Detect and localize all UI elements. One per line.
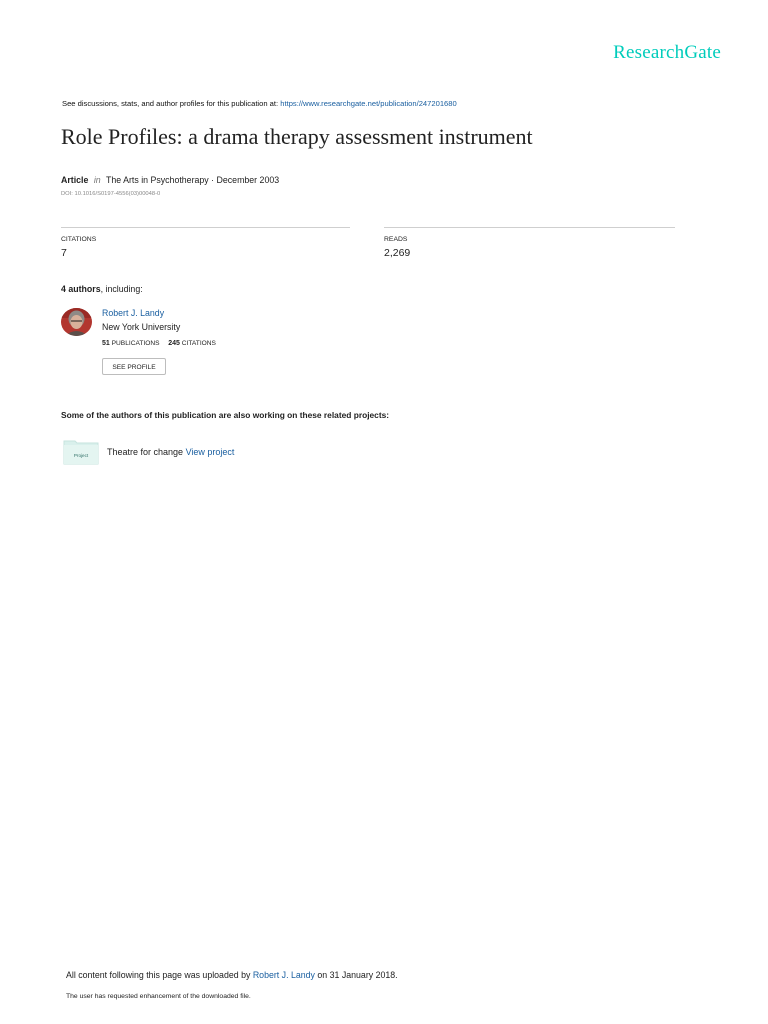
related-projects-heading: Some of the authors of this publication are also working on these related projects: — [61, 410, 390, 420]
author-citations-label: CITATIONS — [181, 340, 216, 347]
divider-citations — [61, 227, 350, 228]
avatar-portrait-icon — [61, 308, 92, 336]
project-icon-label: Project — [73, 453, 89, 458]
citations-label: CITATIONS — [61, 236, 97, 243]
discussion-text: See discussions, stats, and author profiles for this publication at: — [62, 99, 279, 108]
author-institution: New York University — [102, 322, 181, 332]
journal-name[interactable]: The Arts in Psychotherapy — [106, 175, 209, 185]
authors-including: , including: — [100, 284, 143, 294]
authors-count-line — [61, 284, 143, 294]
enhancement-note: The user has requested enhancement of the downloaded file. — [66, 993, 251, 1000]
project-folder-icon[interactable] — [63, 438, 99, 465]
publication-url-link[interactable]: https://www.researchgate.net/publication/247201680 — [280, 99, 457, 108]
authors-count: 4 authors — [61, 284, 101, 294]
view-project-link[interactable]: View project — [185, 447, 235, 457]
publication-type: Article — [61, 175, 89, 185]
folder-icon — [63, 438, 99, 465]
discussion-line — [62, 99, 457, 108]
upload-prefix: All content following this page was uploaded by — [66, 970, 251, 980]
project-name: Theatre for change — [107, 447, 184, 457]
doi-text: DOI: 10.1016/S0197-4556(03)00048-0 — [61, 191, 161, 197]
in-label: in — [93, 175, 101, 185]
publication-meta — [61, 175, 279, 185]
page-title: Role Profiles: a drama therapy assessment instrument — [61, 124, 533, 149]
upload-notice — [66, 970, 398, 980]
author-publications-label: PUBLICATIONS — [111, 340, 160, 347]
author-name-link[interactable]: Robert J. Landy — [102, 308, 165, 318]
publication-date: December 2003 — [216, 175, 280, 185]
upload-suffix: on 31 January 2018. — [317, 970, 398, 980]
see-profile-button[interactable]: SEE PROFILE — [102, 358, 166, 375]
project-line — [107, 447, 234, 457]
researchgate-logo[interactable]: ResearchGate — [613, 42, 721, 63]
author-stats — [102, 340, 216, 347]
author-citations-count: 245 — [168, 340, 180, 347]
author-publications-count: 51 — [102, 340, 110, 347]
divider-reads — [384, 227, 675, 228]
meta-separator: · — [211, 175, 215, 185]
reads-value: 2,269 — [384, 247, 411, 259]
citations-value: 7 — [61, 247, 67, 259]
avatar[interactable] — [61, 308, 92, 336]
uploader-link[interactable]: Robert J. Landy — [252, 970, 315, 980]
reads-label: READS — [384, 236, 408, 243]
